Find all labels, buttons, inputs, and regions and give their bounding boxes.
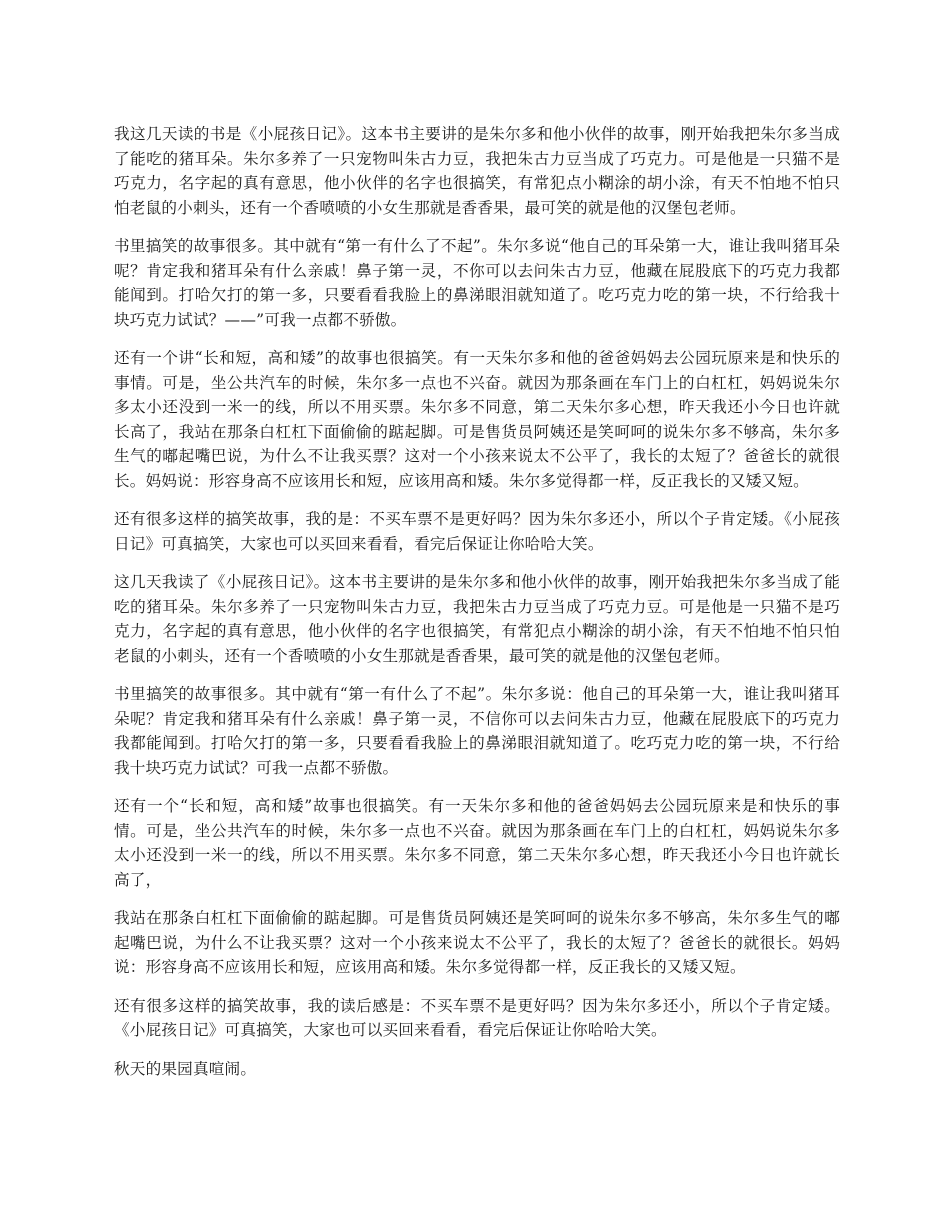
paragraph-9: 还有很多这样的搞笑故事，我的读后感是：不买车票不是更好吗？因为朱尔多还小，所以个子肯定矮。《小屁孩日记》可真搞笑，大家也可以买回来看看，看完后保证让你哈哈大笑。 (114, 996, 840, 1039)
paragraph-7: 还有一个“长和短，高和矮”故事也很搞笑。有一天朱尔多和他的爸爸妈妈去公园玩原来是和快乐的事情。可是，坐公共汽车的时候，朱尔多一点也不兴奋。就因为那条画在车门上的白杠杠，妈妈说朱尔多太小还没到一米一的线，所以不用买票。朱尔多不同意，第二天朱尔多心想，昨天我还小今日也许就长高了， (114, 797, 840, 889)
paragraph-6: 书里搞笑的故事很多。其中就有“第一有什么了不起”。朱尔多说：他自己的耳朵第一大，谁让我叫猪耳朵呢？肯定我和猪耳朵有什么亲戚！鼻子第一灵，不信你可以去问朱古力豆，他藏在屁股底下的巧克力我都能闻到。打哈欠打的第一多，只要看看我脸上的鼻涕眼泪就知道了。吃巧克力吃的第一块，不行给我十块巧克力试试？可我一点都不骄傲。 (114, 685, 840, 777)
paragraph-1: 我这几天读的书是《小屁孩日记》。这本书主要讲的是朱尔多和他小伙伴的故事，刚开始我把朱尔多当成了能吃的猪耳朵。朱尔多养了一只宠物叫朱古力豆，我把朱古力豆当成了巧克力。可是他是一只猫不是巧克力，名字起的真有意思，他小伙伴的名字也很搞笑，有常犯点小糊涂的胡小涂，有天不怕地不怕只怕老鼠的小刺头，还有一个香喷喷的小女生那就是香香果，最可笑的就是他的汉堡包老师。 (114, 125, 840, 217)
paragraph-5: 这几天我读了《小屁孩日记》。这本书主要讲的是朱尔多和他小伙伴的故事，刚开始我把朱尔多当成了能吃的猪耳朵。朱尔多养了一只宠物叫朱古力豆，我把朱古力豆当成了巧克力豆。可是他是一只猫不是巧克力，名字起的真有意思，他小伙伴的名字也很搞笑，有常犯点小糊涂的胡小涂，有天不怕地不怕只怕老鼠的小刺头，还有一个香喷喷的小女生那就是香香果，最可笑的就是他的汉堡包老师。 (114, 573, 840, 665)
document-page (114, 122, 840, 1095)
paragraph-10: 秋天的果园真喧闹。 (114, 1059, 257, 1078)
paragraph-3: 还有一个讲“长和短，高和矮”的故事也很搞笑。有一天朱尔多和他的爸爸妈妈去公园玩原来是和快乐的事情。可是，坐公共汽车的时候，朱尔多一点也不兴奋。就因为那条画在车门上的白杠杠，妈妈说朱尔多太小还没到一米一的线，所以不用买票。朱尔多不同意，第二天朱尔多心想，昨天我还小今日也许就长高了，我站在那条白杠杠下面偷偷的踮起脚。可是售货员阿姨还是笑呵呵的说朱尔多不够高，朱尔多生气的嘟起嘴巴说，为什么不让我买票？这对一个小孩来说太不公平了，我长的太短了？爸爸长的就很长。妈妈说：形容身高不应该用长和短，应该用高和矮。朱尔多觉得都一样，反正我长的又矮又短。 (114, 349, 840, 490)
paragraph-4: 还有很多这样的搞笑故事，我的是：不买车票不是更好吗？因为朱尔多还小，所以个子肯定矮。《小屁孩日记》可真搞笑，大家也可以买回来看看，看完后保证让你哈哈大笑。 (114, 510, 840, 553)
paragraph-8: 我站在那条白杠杠下面偷偷的踮起脚。可是售货员阿姨还是笑呵呵的说朱尔多不够高，朱尔多生气的嘟起嘴巴说，为什么不让我买票？这对一个小孩来说太不公平了，我长的太短了？爸爸长的就很长。妈妈说：形容身高不应该用长和短，应该用高和矮。朱尔多觉得都一样，反正我长的又矮又短。 (114, 909, 840, 976)
paragraph-2: 书里搞笑的故事很多。其中就有“第一有什么了不起”。朱尔多说“他自己的耳朵第一大，谁让我叫猪耳朵呢？肯定我和猪耳朵有什么亲戚！鼻子第一灵，不你可以去问朱古力豆，他藏在屁股底下的巧克力我都能闻到。打哈欠打的第一多，只要看看我脸上的鼻涕眼泪就知道了。吃巧克力吃的第一块，不行给我十块巧克力试试？——”可我一点都不骄傲。 (114, 237, 840, 329)
